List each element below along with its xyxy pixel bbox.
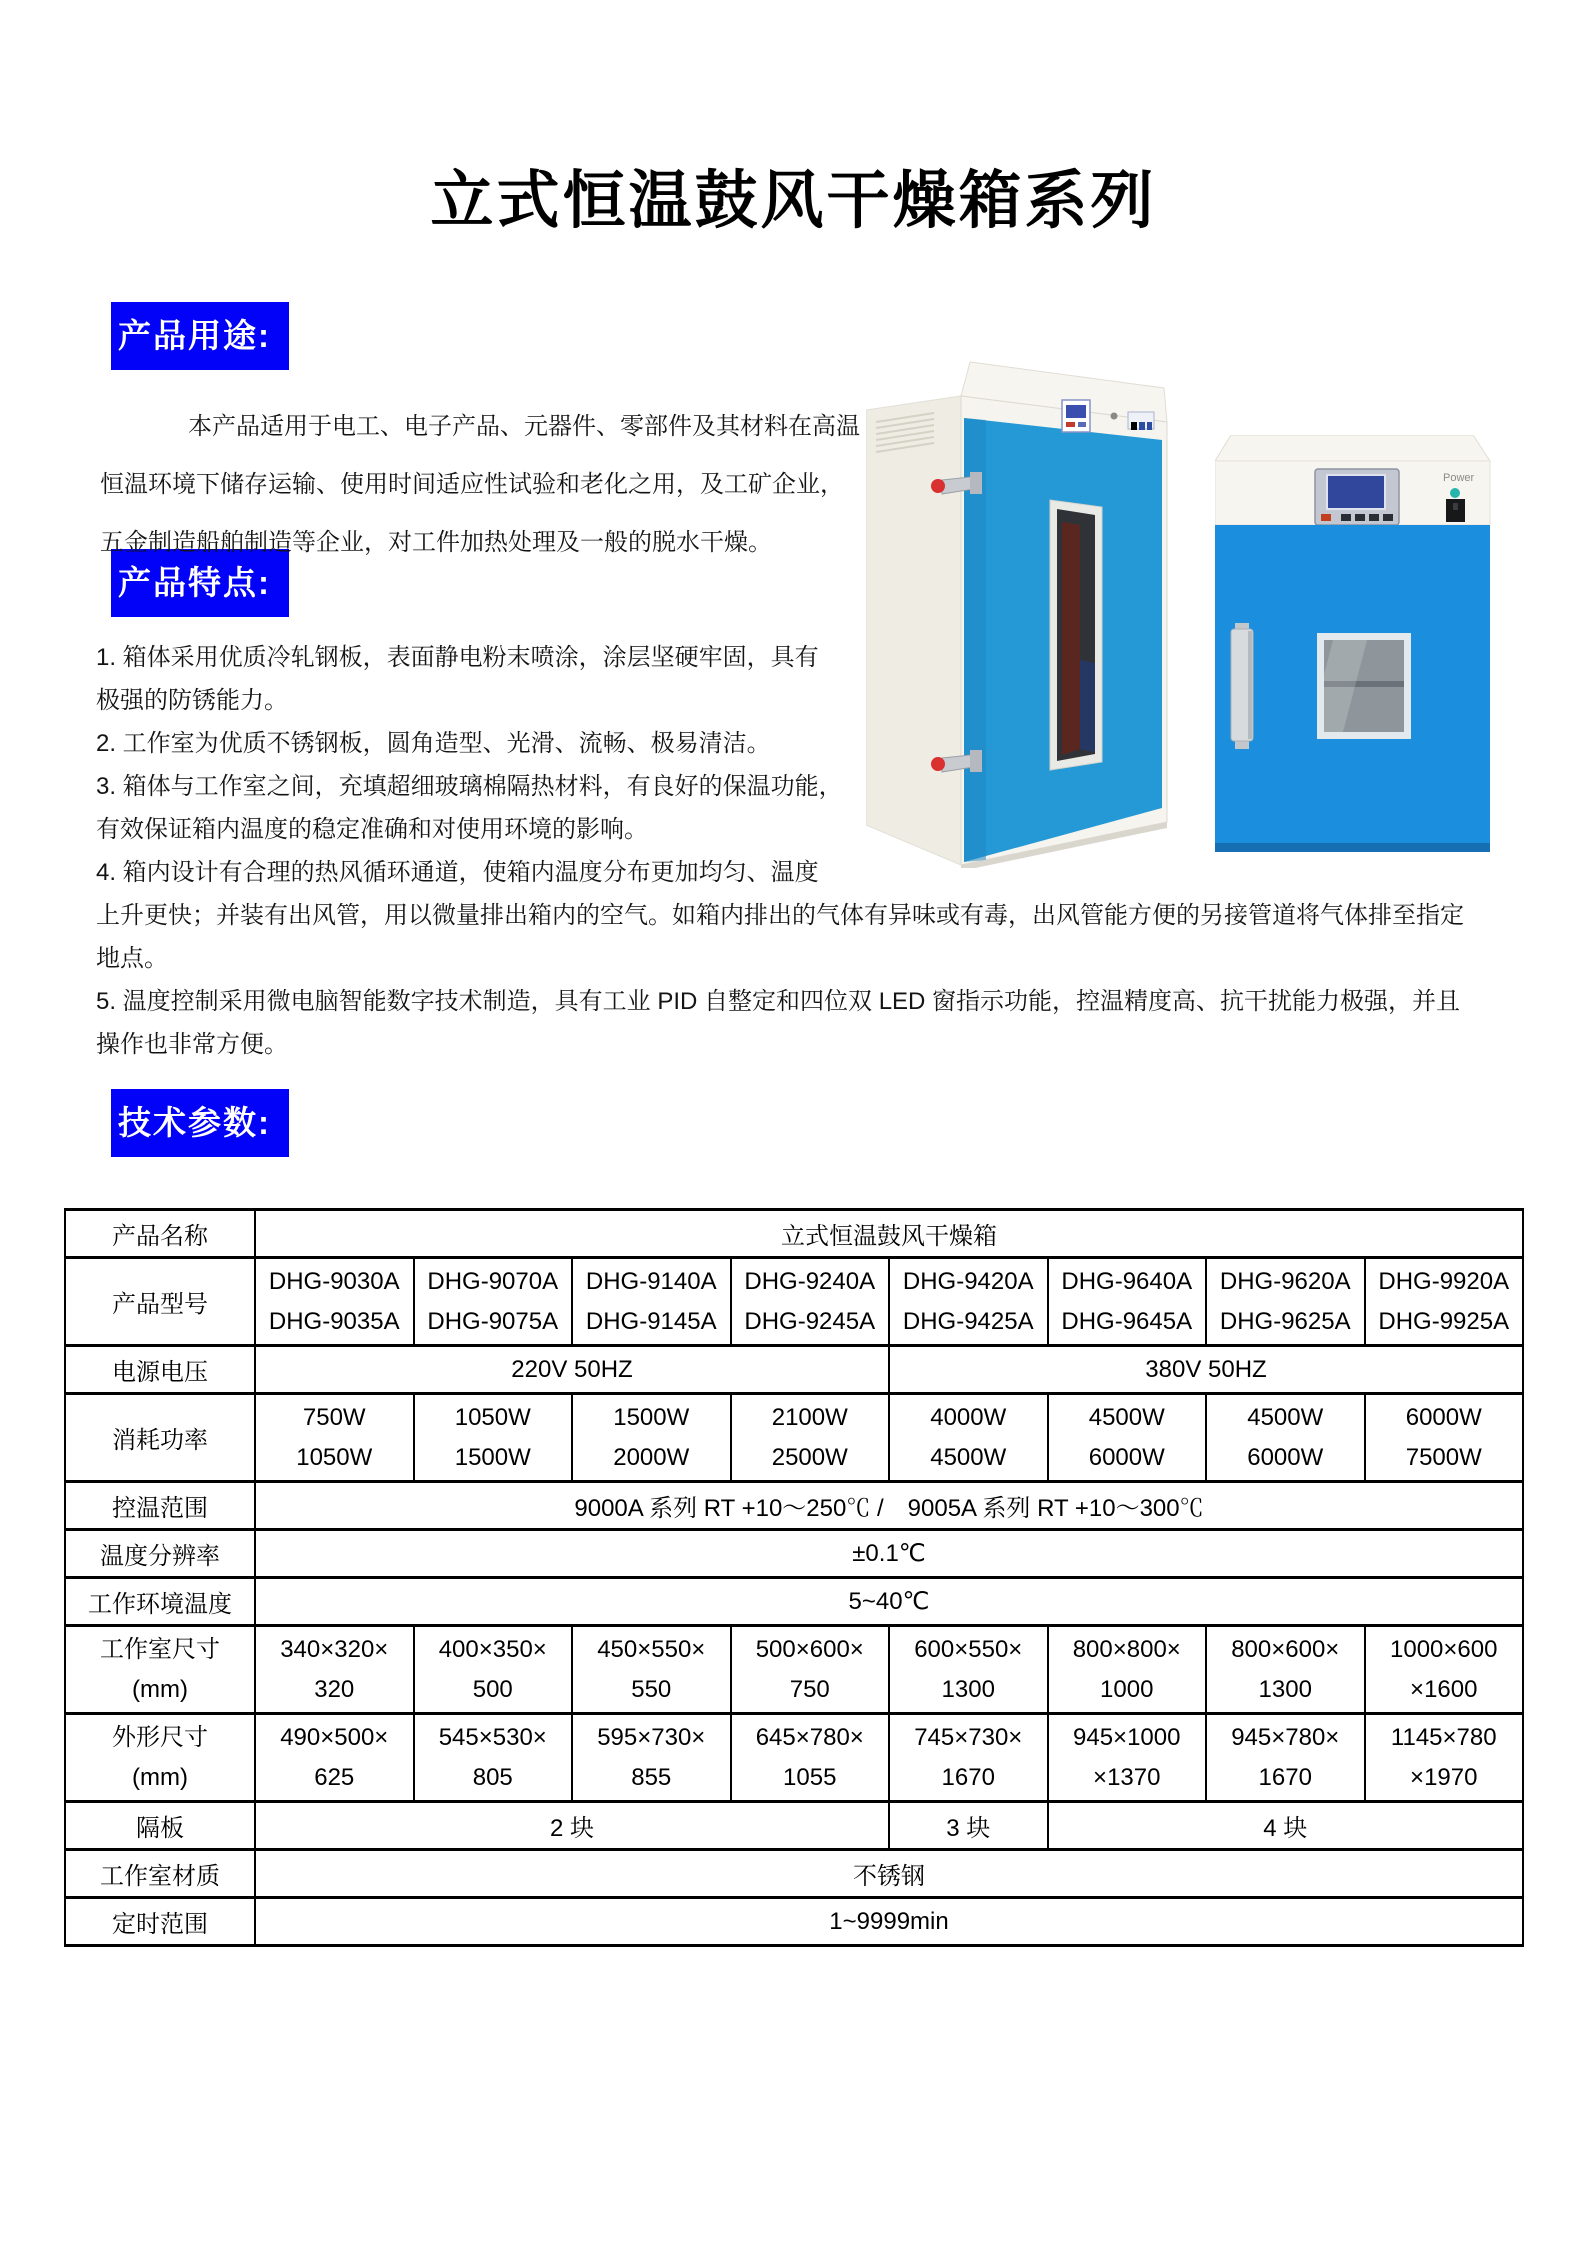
model-top: DHG-9030A xyxy=(268,1267,400,1295)
terminal-block xyxy=(1128,412,1154,430)
row-temp-range xyxy=(65,1482,1523,1530)
spec-label-cell xyxy=(65,1626,255,1714)
model-top: DHG-9420A xyxy=(902,1267,1034,1295)
controller-screen xyxy=(1327,475,1385,509)
spec-value-cell xyxy=(1048,1258,1207,1346)
size-top: 490×500× xyxy=(280,1723,389,1751)
section-header-features: 产品特点: xyxy=(111,549,289,617)
spec-value-cell xyxy=(889,1714,1048,1802)
door-handle xyxy=(1231,623,1253,749)
oven-side-panel xyxy=(866,396,961,865)
spec-value-cell: 1~9999min xyxy=(255,1898,1523,1946)
row-material xyxy=(65,1850,1523,1898)
usage-line: 本产品适用于电工、电子产品、元器件、零部件及其材料在高温 xyxy=(188,413,860,440)
spec-label-cell: 产品型号 xyxy=(65,1258,255,1346)
spec-label-cell: 产品名称 xyxy=(65,1210,255,1258)
window-reflection-blue xyxy=(1080,660,1095,752)
size-bottom: 625 xyxy=(314,1763,355,1791)
spec-label-cell: 定时范围 xyxy=(65,1898,255,1946)
spec-label-cell xyxy=(65,1714,255,1802)
size-top: 340×320× xyxy=(280,1635,389,1663)
spec-value-cell: ±0.1℃ xyxy=(255,1530,1523,1578)
model-bottom: DHG-9645A xyxy=(1061,1307,1193,1335)
spec-value-cell xyxy=(731,1714,890,1802)
feature-item-4-line: 上升更快；并装有出风管，用以微量排出箱内的空气。如箱内排出的气体有异味或有毒，出风管能方便的另接管道将气体排至指定 xyxy=(96,902,1464,929)
power-top: 2100W xyxy=(771,1403,848,1431)
size-bottom: 550 xyxy=(631,1675,672,1703)
spec-label-cell: 温度分辨率 xyxy=(65,1530,255,1578)
model-top: DHG-9920A xyxy=(1378,1267,1510,1295)
size-bottom: 1300 xyxy=(1258,1675,1312,1703)
model-bottom: DHG-9035A xyxy=(268,1307,400,1335)
spec-value-cell: 220V 50HZ xyxy=(255,1346,889,1394)
model-top: DHG-9240A xyxy=(744,1267,876,1295)
feature-item-4-line: 4. 箱内设计有合理的热风循环通道，使箱内温度分布更加均匀、温度 xyxy=(96,859,819,886)
spec-value-cell xyxy=(889,1394,1048,1482)
indicator-dot xyxy=(1111,413,1118,420)
power-bottom: 6000W xyxy=(1247,1443,1324,1471)
spec-label-cell: 消耗功率 xyxy=(65,1394,255,1482)
model-top: DHG-9620A xyxy=(1219,1267,1351,1295)
model-top: DHG-9640A xyxy=(1061,1267,1193,1295)
power-bottom: 7500W xyxy=(1405,1443,1482,1471)
model-bottom: DHG-9245A xyxy=(744,1307,876,1335)
spec-label-cell: 控温范围 xyxy=(65,1482,255,1530)
spec-value-cell xyxy=(255,1394,414,1482)
size-top: 595×730× xyxy=(597,1723,706,1751)
label-line: 工作室尺寸 xyxy=(100,1635,220,1663)
spec-value-cell xyxy=(1048,1714,1207,1802)
power-label: Power xyxy=(1443,472,1475,484)
model-top: DHG-9140A xyxy=(585,1267,717,1295)
spec-value-cell xyxy=(889,1626,1048,1714)
spec-value-cell: 5~40℃ xyxy=(255,1578,1523,1626)
spec-value-cell: 4 块 xyxy=(1048,1802,1524,1850)
power-top: 6000W xyxy=(1405,1403,1482,1431)
row-resolution xyxy=(65,1530,1523,1578)
spec-value-cell xyxy=(414,1626,573,1714)
spec-value-cell xyxy=(1206,1394,1365,1482)
spec-value-cell xyxy=(731,1626,890,1714)
size-top: 945×780× xyxy=(1231,1723,1340,1751)
model-bottom: DHG-9075A xyxy=(427,1307,559,1335)
feature-item-4-line: 地点。 xyxy=(96,945,168,972)
row-timer xyxy=(65,1898,1523,1946)
label-unit: (mm) xyxy=(132,1763,188,1791)
row-voltage xyxy=(65,1346,1523,1394)
spec-value-cell: 380V 50HZ xyxy=(889,1346,1523,1394)
spec-value-cell xyxy=(255,1626,414,1714)
spec-value-cell xyxy=(1365,1714,1524,1802)
feature-item-2-line: 2. 工作室为优质不锈钢板，圆角造型、光滑、流畅、极易清洁。 xyxy=(96,730,771,757)
oven-bottom-edge xyxy=(1215,843,1490,852)
oven-lid xyxy=(1215,435,1490,461)
row-model xyxy=(65,1258,1523,1346)
spec-label-cell: 工作室材质 xyxy=(65,1850,255,1898)
feature-item-5-line: 5. 温度控制采用微电脑智能数字技术制造，具有工业 PID 自整定和四位双 LED 窗指示功能，控温精度高、抗干扰能力极强，并且 xyxy=(96,988,1461,1015)
size-bottom: 750 xyxy=(789,1675,830,1703)
feature-item-1-line: 1. 箱体采用优质冷轧钢板，表面静电粉末喷涂，涂层坚硬牢固，具有 xyxy=(96,644,819,671)
feature-item-3-line: 有效保证箱内温度的稳定准确和对使用环境的影响。 xyxy=(96,816,648,843)
window-reflection-red xyxy=(1062,522,1080,755)
spec-value-cell xyxy=(1206,1626,1365,1714)
size-top: 1145×780 xyxy=(1390,1723,1497,1751)
spec-label-cell: 隔板 xyxy=(65,1802,255,1850)
spec-value-cell xyxy=(1365,1626,1524,1714)
power-bottom: 2000W xyxy=(613,1443,690,1471)
spec-value-cell: 9000A 系列 RT +10～250℃ / 9005A 系列 RT +10～300℃ xyxy=(255,1482,1523,1530)
size-top: 450×550× xyxy=(597,1635,706,1663)
size-bottom: 500 xyxy=(472,1675,513,1703)
model-bottom: DHG-9625A xyxy=(1219,1307,1351,1335)
size-bottom: 1300 xyxy=(941,1675,995,1703)
spec-value-cell xyxy=(414,1258,573,1346)
size-top: 945×1000 xyxy=(1073,1723,1181,1751)
spec-value-cell xyxy=(731,1394,890,1482)
spec-value-cell xyxy=(889,1258,1048,1346)
spec-value-cell: 3 块 xyxy=(889,1802,1048,1850)
size-top: 645×780× xyxy=(755,1723,864,1751)
page-title: 立式恒温鼓风干燥箱系列 xyxy=(430,166,1157,236)
power-top: 4500W xyxy=(1088,1403,1165,1431)
temperature-controller xyxy=(1315,469,1399,525)
size-bottom: ×1600 xyxy=(1410,1675,1478,1703)
brand-logo-plate xyxy=(1062,400,1090,432)
spec-value-cell: 不锈钢 xyxy=(255,1850,1523,1898)
size-bottom: ×1970 xyxy=(1410,1763,1478,1791)
label-line: 外形尺寸 xyxy=(112,1723,208,1751)
spec-value-cell xyxy=(414,1714,573,1802)
size-top: 800×600× xyxy=(1231,1635,1340,1663)
label-unit: (mm) xyxy=(132,1675,188,1703)
spec-label-cell: 电源电压 xyxy=(65,1346,255,1394)
spec-value-cell xyxy=(255,1258,414,1346)
power-bottom: 6000W xyxy=(1088,1443,1165,1471)
power-top: 750W xyxy=(302,1403,366,1431)
size-bottom: ×1370 xyxy=(1093,1763,1161,1791)
row-chamber-size xyxy=(65,1626,1523,1714)
oven-window xyxy=(1317,633,1411,739)
model-bottom: DHG-9145A xyxy=(585,1307,717,1335)
feature-item-3-line: 3. 箱体与工作室之间，充填超细玻璃棉隔热材料，有良好的保温功能， xyxy=(96,773,843,800)
usage-line: 五金制造船舶制造等企业，对工件加热处理及一般的脱水干燥。 xyxy=(100,529,772,556)
size-top: 500×600× xyxy=(755,1635,864,1663)
spec-value-cell xyxy=(1365,1394,1524,1482)
spec-value-cell xyxy=(572,1626,731,1714)
spec-label-cell: 工作环境温度 xyxy=(65,1578,255,1626)
row-shelves xyxy=(65,1802,1523,1850)
spec-value-cell xyxy=(255,1714,414,1802)
spec-value-cell: 立式恒温鼓风干燥箱 xyxy=(255,1210,1523,1258)
size-bottom: 1670 xyxy=(941,1763,995,1791)
spec-value-cell xyxy=(572,1258,731,1346)
usage-paragraph xyxy=(100,398,930,572)
size-top: 745×730× xyxy=(914,1723,1023,1751)
spec-value-cell xyxy=(414,1394,573,1482)
section-header-specs: 技术参数: xyxy=(111,1089,289,1157)
size-bottom: 320 xyxy=(314,1675,355,1703)
size-bottom: 1000 xyxy=(1100,1675,1154,1703)
row-product-name xyxy=(65,1210,1523,1258)
spec-value-cell xyxy=(572,1394,731,1482)
model-bottom: DHG-9925A xyxy=(1378,1307,1510,1335)
spec-value-cell xyxy=(1206,1258,1365,1346)
size-top: 800×800× xyxy=(1072,1635,1181,1663)
row-outer-size xyxy=(65,1714,1523,1802)
power-top: 4500W xyxy=(1247,1403,1324,1431)
row-ambient xyxy=(65,1578,1523,1626)
spec-value-cell xyxy=(1048,1394,1207,1482)
row-power xyxy=(65,1394,1523,1482)
power-top: 1050W xyxy=(454,1403,531,1431)
power-bottom: 2500W xyxy=(771,1443,848,1471)
size-bottom: 1670 xyxy=(1258,1763,1312,1791)
spec-value-cell xyxy=(1048,1626,1207,1714)
spec-value-cell: 2 块 xyxy=(255,1802,889,1850)
power-bottom: 4500W xyxy=(930,1443,1007,1471)
model-top: DHG-9070A xyxy=(427,1267,559,1295)
power-bottom: 1050W xyxy=(296,1443,373,1471)
spec-value-cell xyxy=(731,1258,890,1346)
size-top: 600×550× xyxy=(914,1635,1023,1663)
section-header-usage: 产品用途: xyxy=(111,302,289,370)
spec-value-cell xyxy=(572,1714,731,1802)
usage-line: 恒温环境下储存运输、使用时间适应性试验和老化之用，及工矿企业， xyxy=(100,471,844,498)
power-switch xyxy=(1446,499,1465,522)
power-bottom: 1500W xyxy=(454,1443,531,1471)
size-bottom: 1055 xyxy=(783,1763,837,1791)
size-bottom: 855 xyxy=(631,1763,672,1791)
power-top: 1500W xyxy=(613,1403,690,1431)
feature-item-5-line: 操作也非常方便。 xyxy=(96,1031,288,1058)
power-indicator-light xyxy=(1450,488,1460,498)
size-bottom: 805 xyxy=(472,1763,513,1791)
spec-value-cell xyxy=(1365,1258,1524,1346)
feature-item-1-line: 极强的防锈能力。 xyxy=(96,687,288,714)
size-top: 545×530× xyxy=(438,1723,547,1751)
power-top: 4000W xyxy=(930,1403,1007,1431)
size-top: 400×350× xyxy=(438,1635,547,1663)
size-top: 1000×600 xyxy=(1390,1635,1498,1663)
drying-oven-photo-front xyxy=(1215,435,1491,861)
spec-value-cell xyxy=(1206,1714,1365,1802)
model-bottom: DHG-9425A xyxy=(902,1307,1034,1335)
drying-oven-photo-angled xyxy=(866,360,1174,868)
specs-table xyxy=(64,1208,1524,1947)
